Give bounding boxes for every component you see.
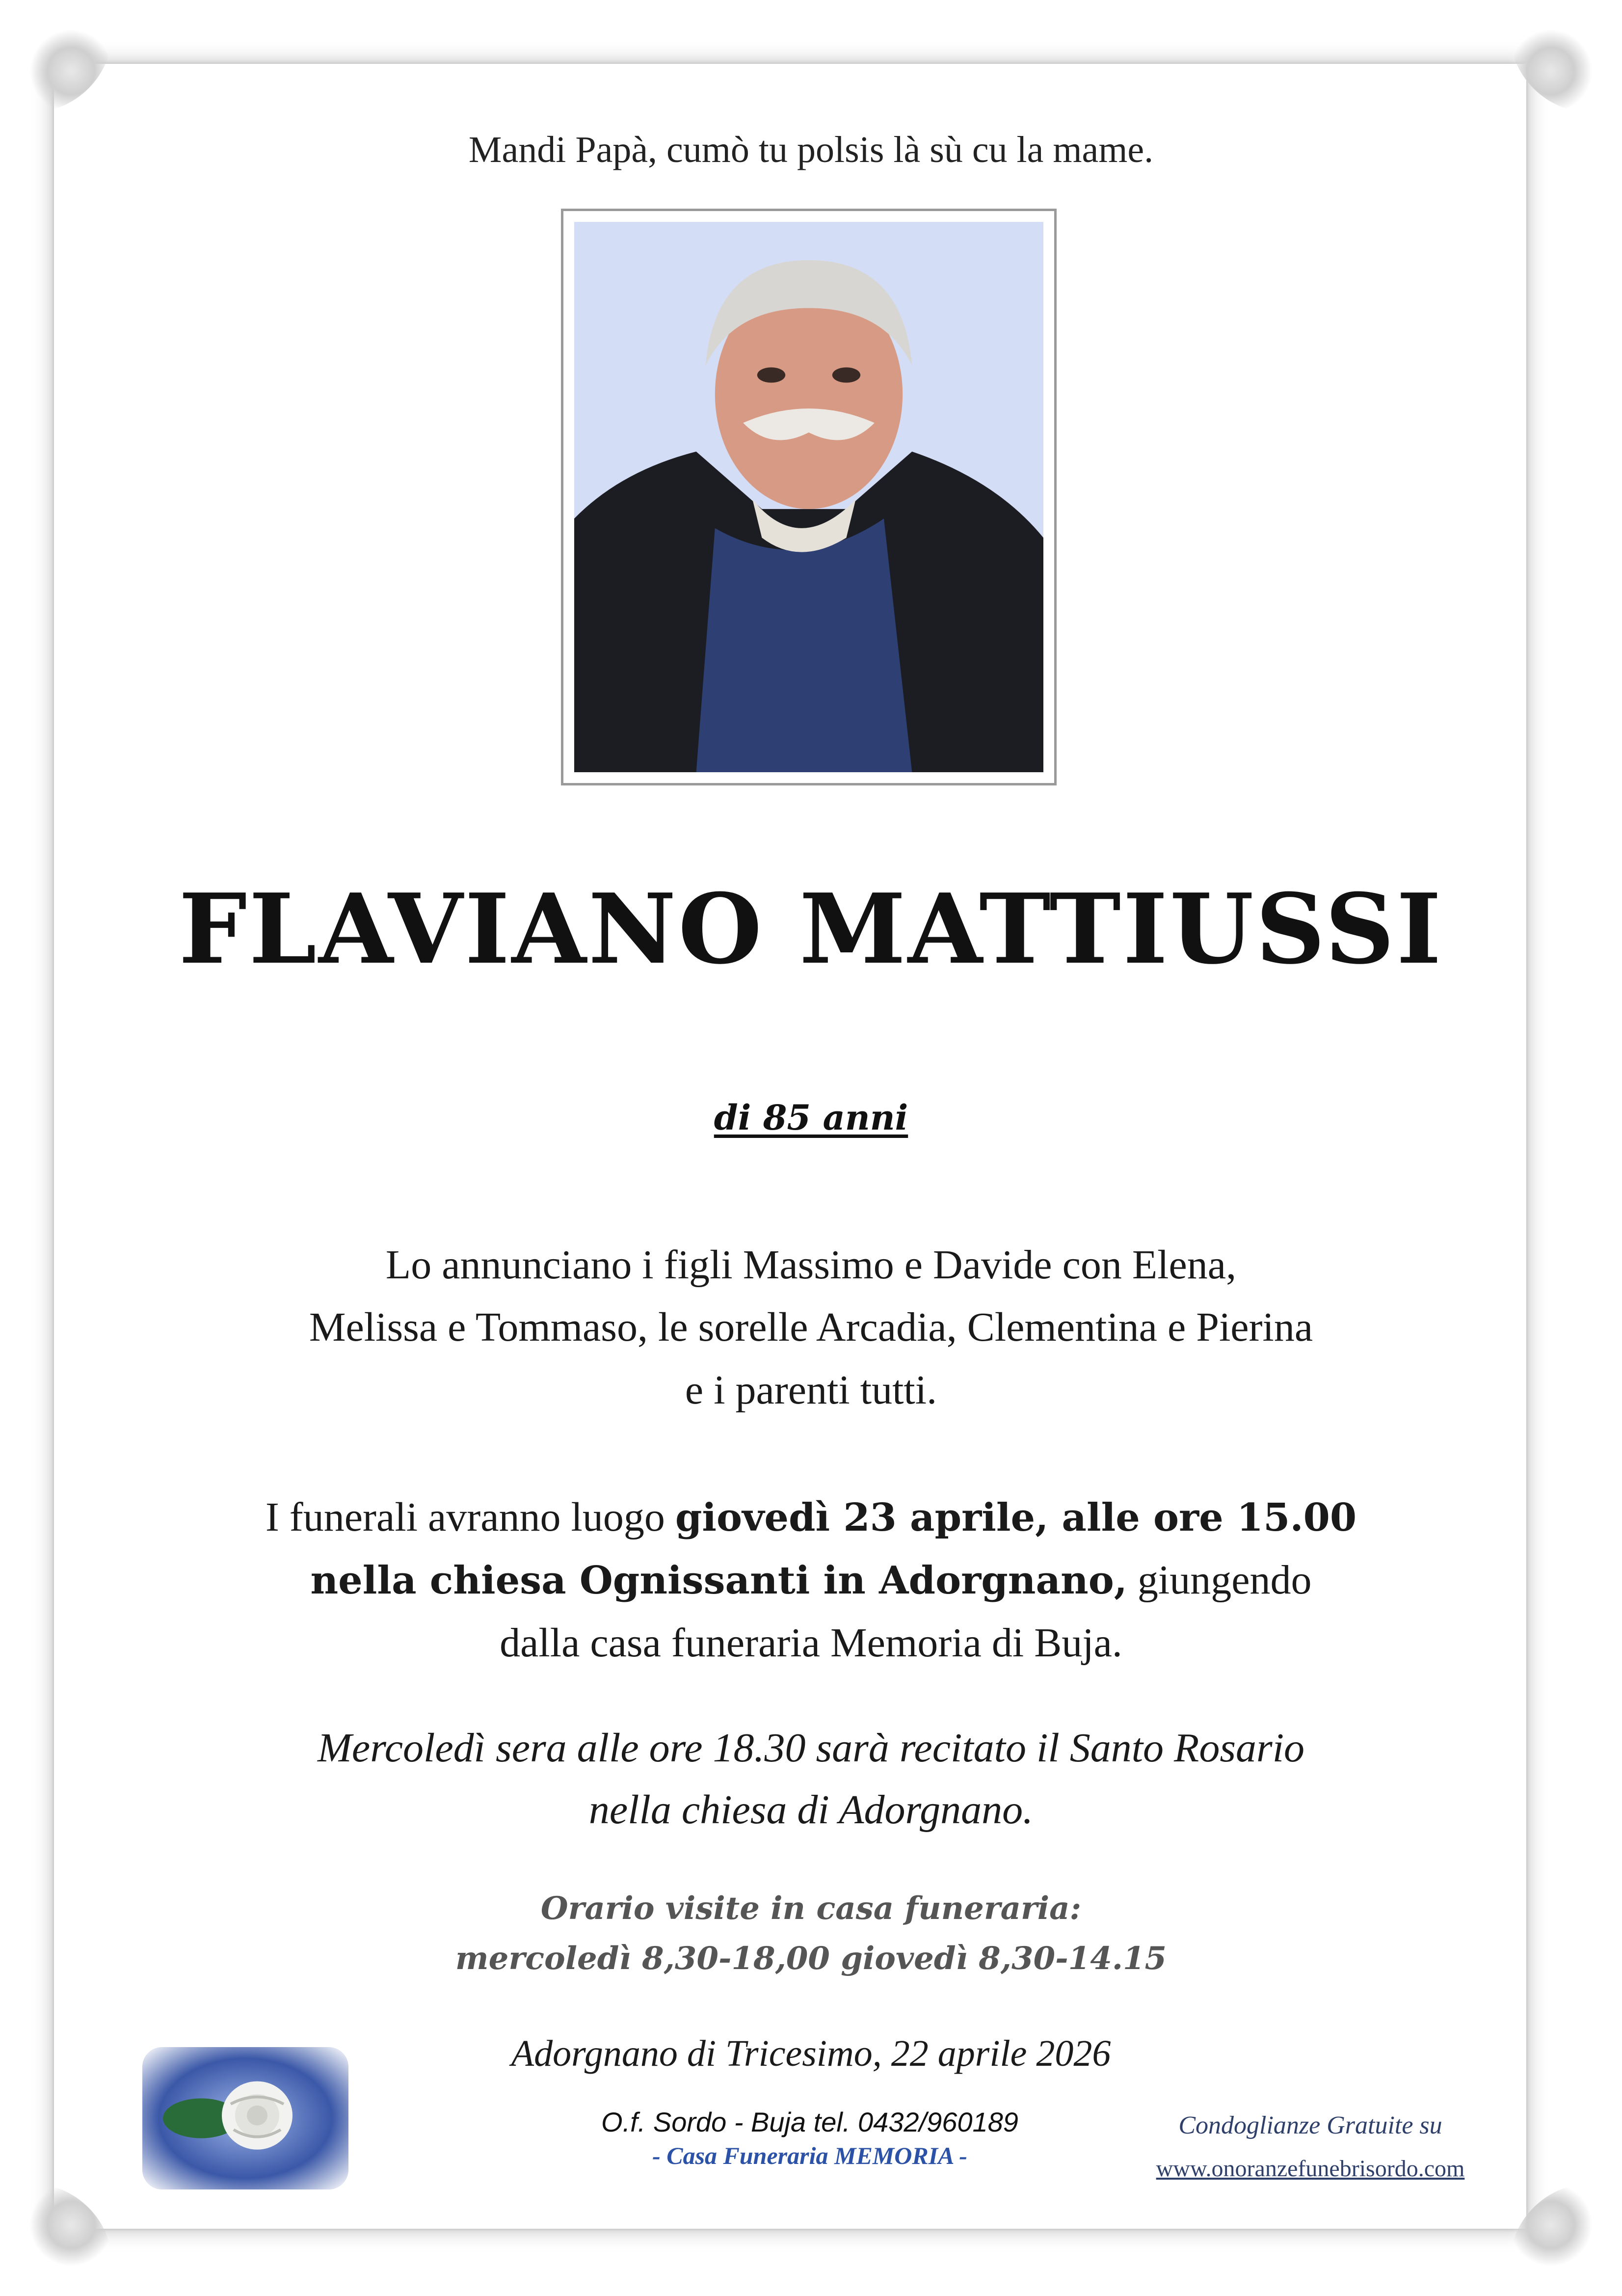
visits-hours: mercoledì 8,30-18,00 giovedì 8,30-14.15 [455,1940,1167,1977]
agency-name: - Casa Funeraria MEMORIA - [652,2142,967,2169]
announcement-line: Lo annunciano i figli Massimo e Davide con Elena, [385,1242,1237,1288]
funeral-line-2 [0,1556,1622,1604]
funeral-text: I funerali avranno luogo [265,1494,675,1540]
rosary-line: nella chiesa di Adorgnano. [588,1787,1034,1833]
announcement-line: Melissa e Tommaso, le sorelle Arcadia, Clementina e Pierina [309,1304,1313,1350]
visits-title: Orario visite in casa funeraria: [540,1890,1082,1927]
portrait-image [574,222,1043,772]
condolences-link[interactable]: www.onoranzefunebrisordo.com [1156,2156,1465,2182]
rosary-line: Mercoledì sera alle ore 18.30 sarà recitato il Santo Rosario [317,1725,1305,1771]
condolences-label: Condoglianze Gratuite su [1178,2111,1442,2139]
funeral-text: giungendo [1127,1557,1312,1603]
announcement-line: e i parenti tutti. [685,1367,937,1413]
portrait-photo [574,222,1043,772]
place-date: Adorgnano di Tricesimo, 22 aprile 2026 [511,2033,1111,2074]
deceased-age: di 85 anni [714,1097,908,1138]
funeral-date-time: giovedì 23 aprile, alle ore 15.00 [675,1495,1357,1540]
funeral-line-3: dalla casa funeraria Memoria di Buja. [500,1620,1122,1666]
funeral-line-1 [0,1493,1622,1541]
portrait-frame [561,209,1057,785]
white-rose-image [142,2047,348,2189]
funeral-church: nella chiesa Ognissanti in Adorgnano, [310,1558,1127,1603]
motto: Mandi Papà, cumò tu polsis là sù cu la mame. [468,129,1154,170]
deceased-name: FLAVIANO MATTIUSSI [179,873,1443,986]
rose-icon [142,2047,348,2189]
agency-contact: O.f. Sordo - Buja tel. 0432/960189 [601,2107,1018,2137]
